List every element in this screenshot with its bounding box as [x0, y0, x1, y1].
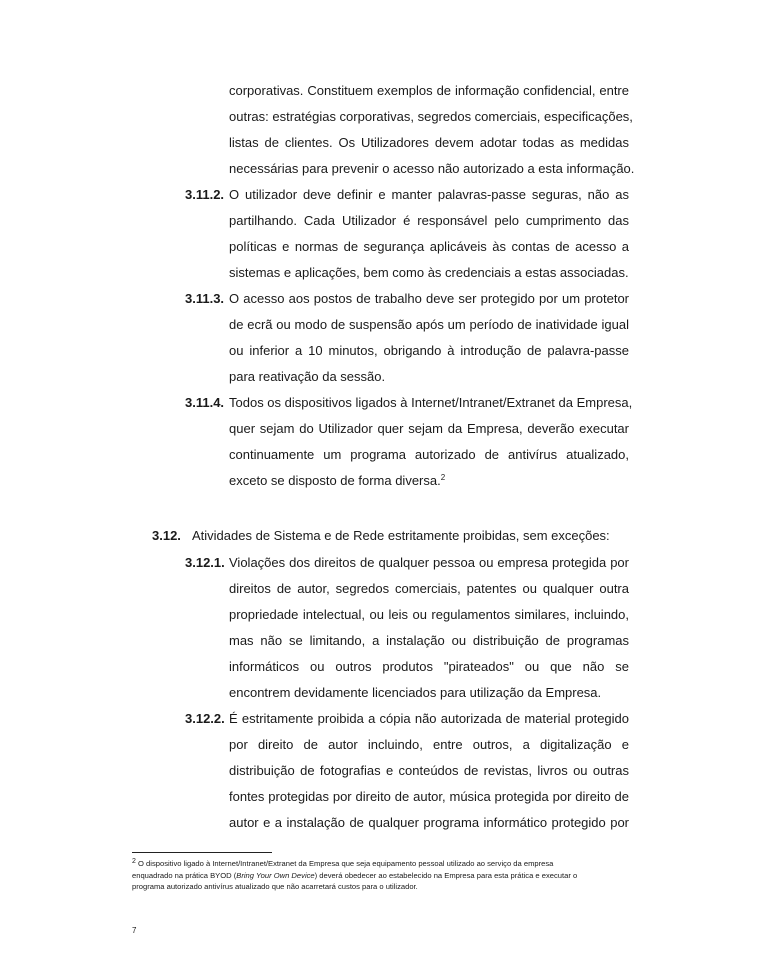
paragraph-line: outras: estratégias corporativas, segredos comerciais, especificações,	[229, 109, 633, 124]
section-number: 3.11.4.	[185, 395, 225, 410]
section-number: 3.12.2.	[185, 711, 225, 726]
paragraph-line: O utilizador deve definir e manter palavras-passe seguras, não as	[229, 187, 629, 202]
paragraph-line: quer sejam do Utilizador quer sejam da Empresa, deverão executar	[229, 421, 629, 436]
section-heading-number: 3.12.	[152, 528, 181, 543]
footnote-italic-term: Bring Your Own Device	[236, 871, 315, 880]
footnote-reference[interactable]: 2	[440, 473, 446, 482]
paragraph-line: direitos de autor, segredos comerciais, patentes ou qualquer outra	[229, 581, 629, 596]
paragraph-line: de ecrã ou modo de suspensão após um período de inatividade igual	[229, 317, 629, 332]
paragraph-line: Violações dos direitos de qualquer pessoa ou empresa protegida por	[229, 555, 629, 570]
footnote-line	[132, 858, 632, 869]
paragraph-line: corporativas. Constituem exemplos de informação confidencial, entre	[229, 83, 629, 98]
paragraph-line: fontes protegidas por direito de autor, música protegida por direito de	[229, 789, 629, 804]
footnote-separator	[132, 852, 272, 853]
paragraph-line: informáticos ou outros produtos "pirateados" ou que não se	[229, 659, 629, 674]
paragraph-line: partilhando. Cada Utilizador é responsável pelo cumprimento das	[229, 213, 629, 228]
paragraph-line: políticas e normas de segurança aplicáveis às contas de acesso a	[229, 239, 629, 254]
paragraph-line: Todos os dispositivos ligados à Internet/Intranet/Extranet da Empresa,	[229, 395, 633, 410]
section-heading-title: Atividades de Sistema e de Rede estritamente proibidas, sem exceções:	[192, 528, 610, 543]
section-number: 3.12.1.	[185, 555, 225, 570]
paragraph-line: autor e a instalação de qualquer programa informático protegido por	[229, 815, 629, 830]
paragraph-line	[229, 473, 629, 489]
footnote-line: programa autorizado antivírus atualizado que não acarretará custos para o utilizador.	[132, 882, 418, 891]
paragraph-line: distribuição de fotografias e conteúdos de revistas, livros ou outras	[229, 763, 629, 778]
footnote-line	[132, 870, 632, 881]
paragraph-line: necessárias para prevenir o acesso não autorizado a esta informação.	[229, 161, 635, 176]
paragraph-line: É estritamente proibida a cópia não autorizada de material protegido	[229, 711, 629, 726]
footnote-text: ) deverá obedecer ao estabelecido na Empresa para esta prática e executar o	[314, 871, 578, 880]
paragraph-line: mas não se limitando, a instalação ou distribuição de programas	[229, 633, 629, 648]
paragraph-line: por direito de autor incluindo, entre outros, a digitalização e	[229, 737, 629, 752]
paragraph-line: encontrem devidamente licenciados para utilização da Empresa.	[229, 685, 602, 700]
footnote-marker: 2	[132, 858, 136, 865]
footnote-text: enquadrado na prática BYOD (	[132, 871, 237, 880]
paragraph-line: sistemas e aplicações, bem como às credenciais a estas associadas.	[229, 265, 629, 280]
paragraph-line: propriedade intelectual, ou leis ou regulamentos similares, incluindo,	[229, 607, 629, 622]
paragraph-text: exceto se disposto de forma diversa.	[229, 473, 441, 488]
paragraph-line: ou inferior a 10 minutos, obrigando à introdução de palavra-passe	[229, 343, 629, 358]
footnote-text: O dispositivo ligado à Internet/Intranet/Extranet da Empresa que seja equipamento pessoal utilizado ao serviço da empresa	[138, 859, 554, 868]
section-number: 3.11.3.	[185, 291, 225, 306]
paragraph-line: para reativação da sessão.	[229, 369, 386, 384]
paragraph-line: O acesso aos postos de trabalho deve ser protegido por um protetor	[229, 291, 629, 306]
paragraph-line: listas de clientes. Os Utilizadores devem adotar todas as medidas	[229, 135, 629, 150]
paragraph-line: continuamente um programa autorizado de antivírus atualizado,	[229, 447, 629, 462]
page-number: 7	[132, 926, 137, 935]
section-number: 3.11.2.	[185, 187, 225, 202]
